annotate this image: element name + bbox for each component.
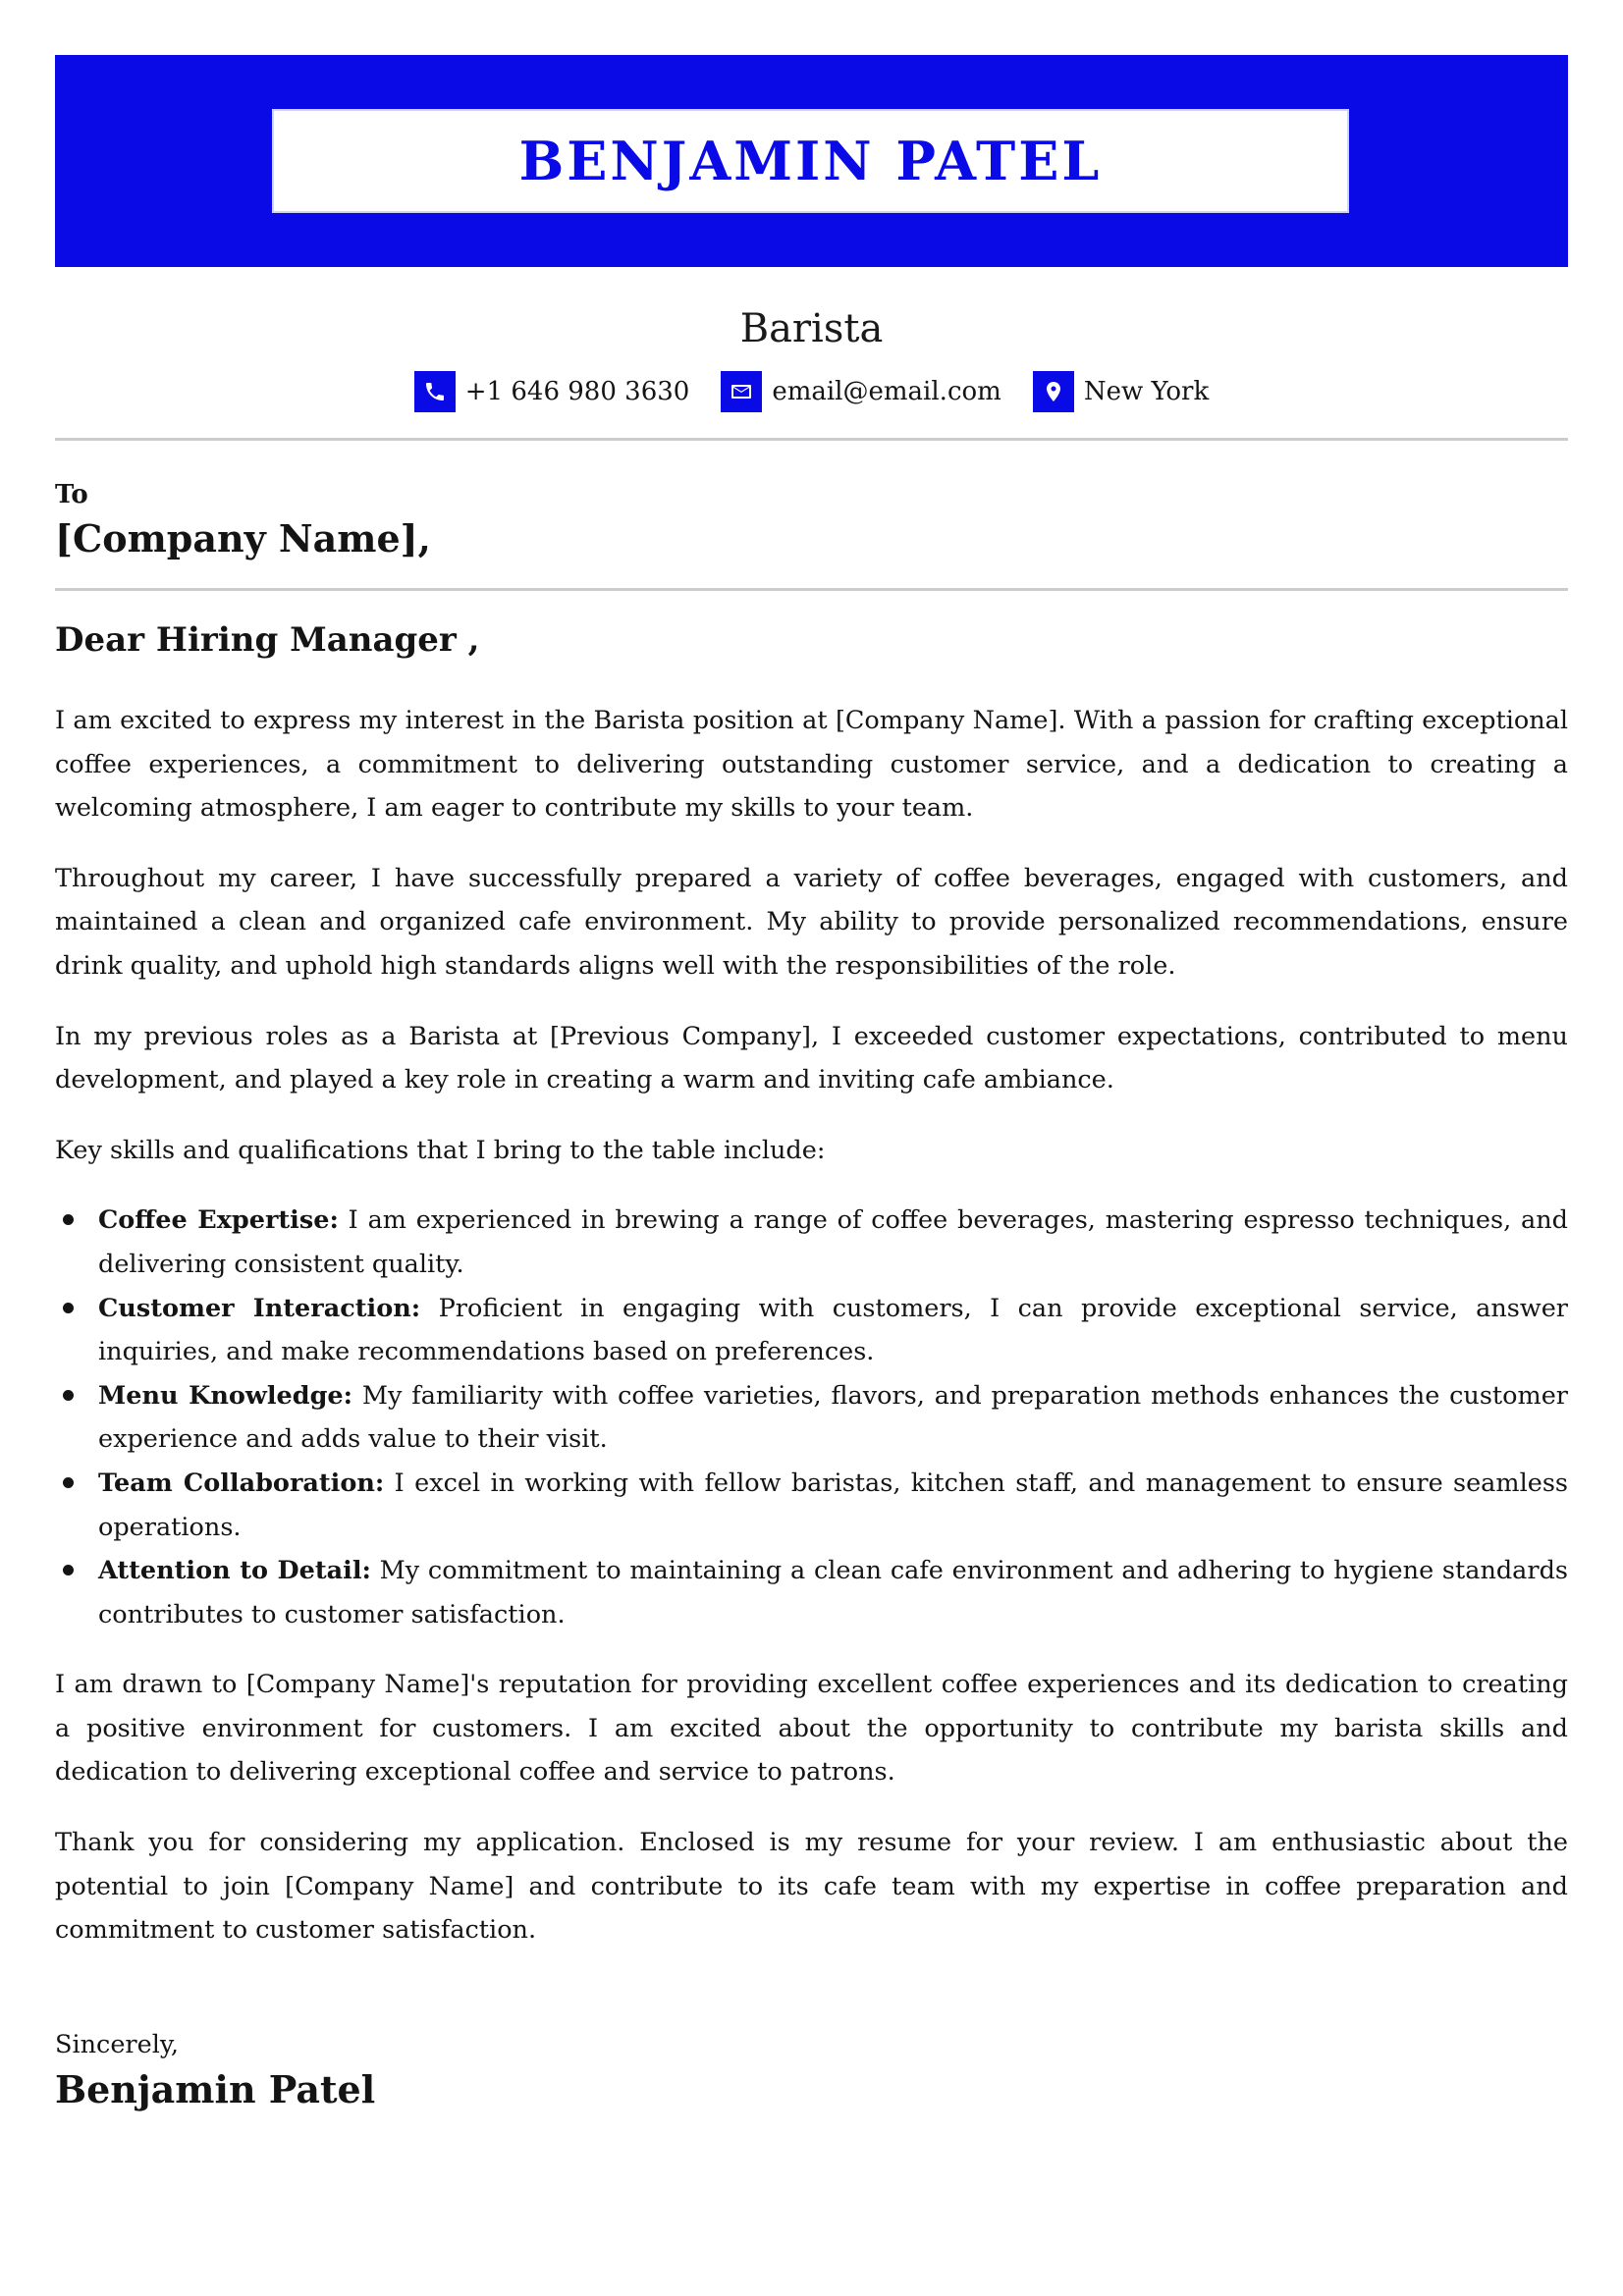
recipient-company: [Company Name],	[55, 516, 431, 561]
recipient-to-label: To	[55, 480, 88, 509]
divider	[55, 438, 1568, 441]
location-text: New York	[1083, 377, 1210, 406]
body-paragraph: Throughout my career, I have successfully prepared a variety of coffee beverages, engaged with customers, and maintained a clean and organized cafe environment. My ability to provide personalized recommendations, ensure drink quality, and uphold high standards aligns well with the responsibilities of the role.	[55, 863, 1568, 981]
salutation: Dear Hiring Manager ,	[55, 620, 480, 660]
divider	[55, 588, 1568, 591]
applicant-name: BENJAMIN PATEL	[518, 130, 1103, 192]
list-item	[98, 1462, 1568, 1549]
contact-email	[721, 371, 1001, 412]
header-banner	[55, 55, 1568, 267]
skill-text: Proficient in engaging with customers, I can provide exceptional service, answer inquiries, and make recommendations based on preferences.	[98, 1293, 1568, 1367]
signature-name: Benjamin Patel	[55, 2066, 376, 2111]
body-paragraph: I am drawn to [Company Name]'s reputation for providing excellent coffee experiences and its dedication to creating a positive environment for customers. I am excited about the opportunity to contribute my barista skills and dedication to delivering exceptional coffee and service to patrons.	[55, 1670, 1568, 1788]
name-box	[272, 109, 1349, 213]
contact-phone	[414, 371, 690, 412]
contact-location	[1033, 371, 1209, 412]
skill-name: Coffee Expertise:	[98, 1205, 339, 1236]
skill-text: I excel in working with fellow baristas, kitchen staff, and management to ensure seamless operations.	[98, 1468, 1568, 1542]
skill-name: Team Collaboration:	[98, 1468, 385, 1498]
job-title: Barista	[739, 306, 884, 351]
skills-intro: Key skills and qualifications that I bring to the table include:	[55, 1135, 826, 1165]
list-item	[98, 1287, 1568, 1374]
skill-name: Menu Knowledge:	[98, 1380, 353, 1411]
skills-list	[55, 1199, 1568, 1636]
email-text: email@email.com	[772, 377, 1001, 406]
phone-icon	[414, 371, 456, 412]
body-paragraph: In my previous roles as a Barista at [Previous Company], I exceeded customer expectations, contributed to menu development, and played a key role in creating a warm and inviting cafe ambiance.	[55, 1021, 1568, 1095]
closing-phrase: Sincerely,	[55, 2029, 179, 2059]
skill-text: My commitment to maintaining a clean cafe environment and adhering to hygiene standards contributes to customer satisfaction.	[98, 1556, 1568, 1629]
list-item	[98, 1374, 1568, 1462]
cover-letter-page	[55, 55, 1568, 2113]
location-pin-icon	[1033, 371, 1074, 412]
skill-name: Customer Interaction:	[98, 1293, 421, 1323]
contact-bar	[55, 371, 1568, 412]
skill-text: I am experienced in brewing a range of coffee beverages, mastering espresso techniques, and delivering consistent quality.	[98, 1205, 1568, 1279]
envelope-icon	[721, 371, 762, 412]
body-paragraph: Thank you for considering my application. Enclosed is my resume for your review. I am enthusiastic about the potential to join [Company Name] and contribute to its cafe team with my expertise in coffee preparation and commitment to customer satisfaction.	[55, 1828, 1568, 1946]
list-item	[98, 1549, 1568, 1636]
skill-text: My familiarity with coffee varieties, flavors, and preparation methods enhances the customer experience and adds value to their visit.	[98, 1380, 1568, 1455]
skill-name: Attention to Detail:	[98, 1556, 371, 1586]
body-paragraph: I am excited to express my interest in the Barista position at [Company Name]. With a passion for crafting exceptional coffee experiences, a commitment to delivering outstanding customer service, and a dedication to creating a welcoming atmosphere, I am eager to contribute my skills to your team.	[55, 706, 1568, 824]
list-item	[98, 1199, 1568, 1286]
letter-body	[55, 699, 1568, 1952]
phone-text: +1 646 980 3630	[464, 377, 690, 406]
